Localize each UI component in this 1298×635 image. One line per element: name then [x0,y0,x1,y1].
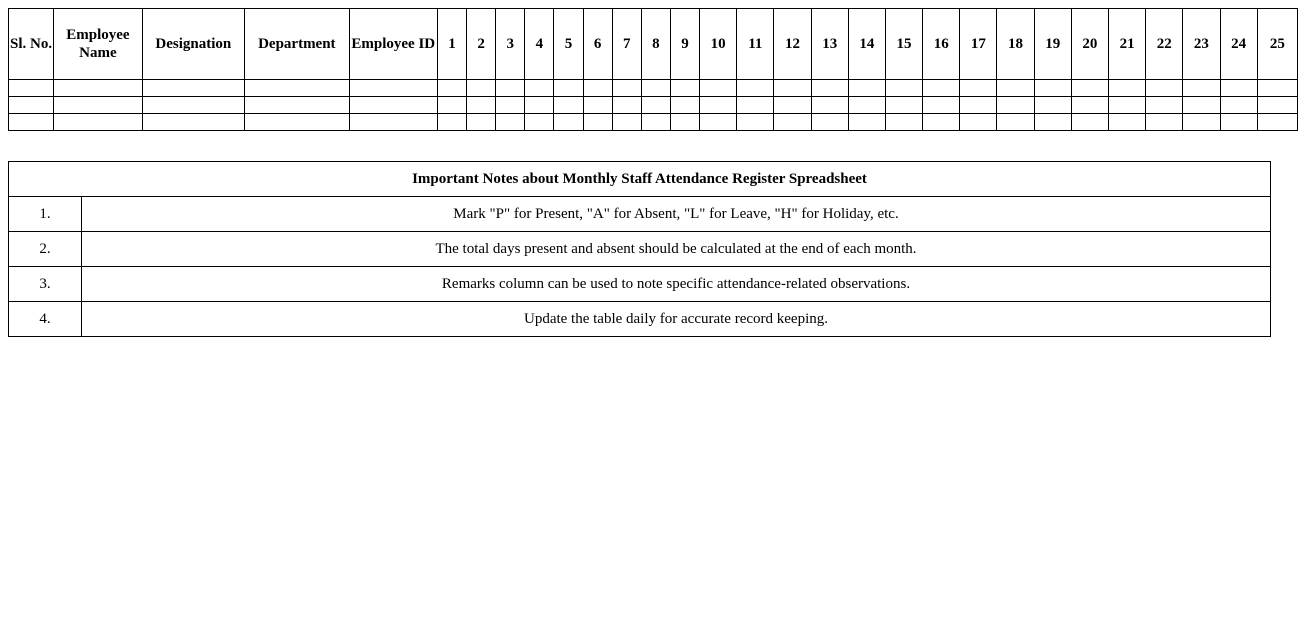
notes-title-row [9,162,1271,197]
table-cell[interactable] [467,97,496,114]
day-21-header: 21 [1108,9,1145,80]
col-sl-no-header: Sl. No. [9,9,54,80]
table-cell[interactable] [54,80,142,97]
table-cell[interactable] [612,80,641,97]
table-cell[interactable] [774,114,811,131]
table-cell[interactable] [554,114,583,131]
day-20-header: 20 [1071,9,1108,80]
day-17-header: 17 [960,9,997,80]
table-cell[interactable] [774,97,811,114]
table-cell[interactable] [1257,97,1297,114]
attendance-register [8,8,1285,131]
table-cell[interactable] [142,114,244,131]
table-cell[interactable] [1108,80,1145,97]
table-cell[interactable] [54,114,142,131]
table-cell[interactable] [737,80,774,97]
note-row [9,232,1271,267]
table-cell[interactable] [1183,97,1220,114]
day-8-header: 8 [641,9,670,80]
table-cell[interactable] [1183,80,1220,97]
table-cell[interactable] [1183,114,1220,131]
table-cell[interactable] [960,114,997,131]
day-25-header: 25 [1257,9,1297,80]
table-cell[interactable] [700,80,737,97]
table-cell[interactable] [612,114,641,131]
note-number: 1. [9,197,82,232]
day-13-header: 13 [811,9,848,80]
table-cell[interactable] [641,80,670,97]
table-cell[interactable] [467,80,496,97]
table-cell[interactable] [612,97,641,114]
table-header-row [9,9,1298,80]
attendance-table [8,8,1298,131]
table-row [9,97,1298,114]
table-row [9,114,1298,131]
note-text: Update the table daily for accurate record keeping. [82,302,1271,337]
table-cell[interactable] [583,114,612,131]
table-cell[interactable] [554,97,583,114]
table-cell[interactable] [142,97,244,114]
note-row [9,197,1271,232]
day-15-header: 15 [885,9,922,80]
table-cell[interactable] [467,114,496,131]
day-2-header: 2 [467,9,496,80]
table-cell[interactable] [1071,114,1108,131]
table-cell[interactable] [245,114,349,131]
table-cell[interactable] [670,97,699,114]
table-cell[interactable] [9,97,54,114]
note-row [9,267,1271,302]
table-row [9,80,1298,97]
table-cell[interactable] [1220,97,1257,114]
table-cell[interactable] [923,97,960,114]
table-cell[interactable] [1220,80,1257,97]
table-cell[interactable] [437,97,466,114]
day-23-header: 23 [1183,9,1220,80]
notes-title: Important Notes about Monthly Staff Attendance Register Spreadsheet [9,162,1271,197]
table-cell[interactable] [885,97,922,114]
table-cell[interactable] [349,97,437,114]
table-cell[interactable] [245,97,349,114]
table-cell[interactable] [525,80,554,97]
day-19-header: 19 [1034,9,1071,80]
table-cell[interactable] [1146,97,1183,114]
table-cell[interactable] [811,97,848,114]
table-cell[interactable] [142,80,244,97]
table-cell[interactable] [583,97,612,114]
table-cell[interactable] [923,80,960,97]
table-cell[interactable] [525,97,554,114]
table-cell[interactable] [811,114,848,131]
day-7-header: 7 [612,9,641,80]
col-employee-id-header: Employee ID [349,9,437,80]
table-cell[interactable] [670,114,699,131]
col-employee-name-header: Employee Name [54,9,142,80]
day-16-header: 16 [923,9,960,80]
table-cell[interactable] [774,80,811,97]
note-text: The total days present and absent should be calculated at the end of each month. [82,232,1271,267]
table-cell[interactable] [641,97,670,114]
table-cell[interactable] [9,114,54,131]
table-cell[interactable] [1108,97,1145,114]
day-10-header: 10 [700,9,737,80]
table-cell[interactable] [737,97,774,114]
table-cell[interactable] [848,97,885,114]
table-cell[interactable] [1220,114,1257,131]
table-cell[interactable] [245,80,349,97]
table-cell[interactable] [1034,97,1071,114]
note-row [9,302,1271,337]
table-cell[interactable] [670,80,699,97]
day-9-header: 9 [670,9,699,80]
notes-table [8,161,1271,337]
table-cell[interactable] [437,80,466,97]
day-11-header: 11 [737,9,774,80]
table-cell[interactable] [923,114,960,131]
col-designation-header: Designation [142,9,244,80]
table-cell[interactable] [1071,80,1108,97]
table-cell[interactable] [848,114,885,131]
table-cell[interactable] [641,114,670,131]
day-14-header: 14 [848,9,885,80]
table-cell[interactable] [848,80,885,97]
note-number: 4. [9,302,82,337]
note-number: 3. [9,267,82,302]
table-cell[interactable] [1071,97,1108,114]
table-cell[interactable] [583,80,612,97]
table-cell[interactable] [700,97,737,114]
day-18-header: 18 [997,9,1034,80]
day-3-header: 3 [496,9,525,80]
table-cell[interactable] [960,97,997,114]
day-12-header: 12 [774,9,811,80]
day-1-header: 1 [437,9,466,80]
note-text: Remarks column can be used to note specific attendance-related observations. [82,267,1271,302]
table-cell[interactable] [554,80,583,97]
table-cell[interactable] [885,80,922,97]
day-6-header: 6 [583,9,612,80]
notes-section [8,161,1270,337]
table-cell[interactable] [9,80,54,97]
table-cell[interactable] [1034,114,1071,131]
table-cell[interactable] [349,80,437,97]
table-cell[interactable] [700,114,737,131]
table-cell[interactable] [1257,80,1297,97]
table-cell[interactable] [437,114,466,131]
table-cell[interactable] [737,114,774,131]
table-cell[interactable] [525,114,554,131]
note-text: Mark "P" for Present, "A" for Absent, "L" for Leave, "H" for Holiday, etc. [82,197,1271,232]
day-5-header: 5 [554,9,583,80]
table-cell[interactable] [496,97,525,114]
table-cell[interactable] [960,80,997,97]
table-cell[interactable] [1146,80,1183,97]
table-cell[interactable] [997,80,1034,97]
day-24-header: 24 [1220,9,1257,80]
note-number: 2. [9,232,82,267]
table-cell[interactable] [997,114,1034,131]
col-department-header: Department [245,9,349,80]
table-cell[interactable] [496,114,525,131]
table-cell[interactable] [1257,114,1297,131]
day-22-header: 22 [1146,9,1183,80]
table-cell[interactable] [349,114,437,131]
table-cell[interactable] [496,80,525,97]
table-cell[interactable] [885,114,922,131]
table-cell[interactable] [811,80,848,97]
table-cell[interactable] [1146,114,1183,131]
table-cell[interactable] [997,97,1034,114]
table-cell[interactable] [1108,114,1145,131]
day-4-header: 4 [525,9,554,80]
table-cell[interactable] [1034,80,1071,97]
table-cell[interactable] [54,97,142,114]
